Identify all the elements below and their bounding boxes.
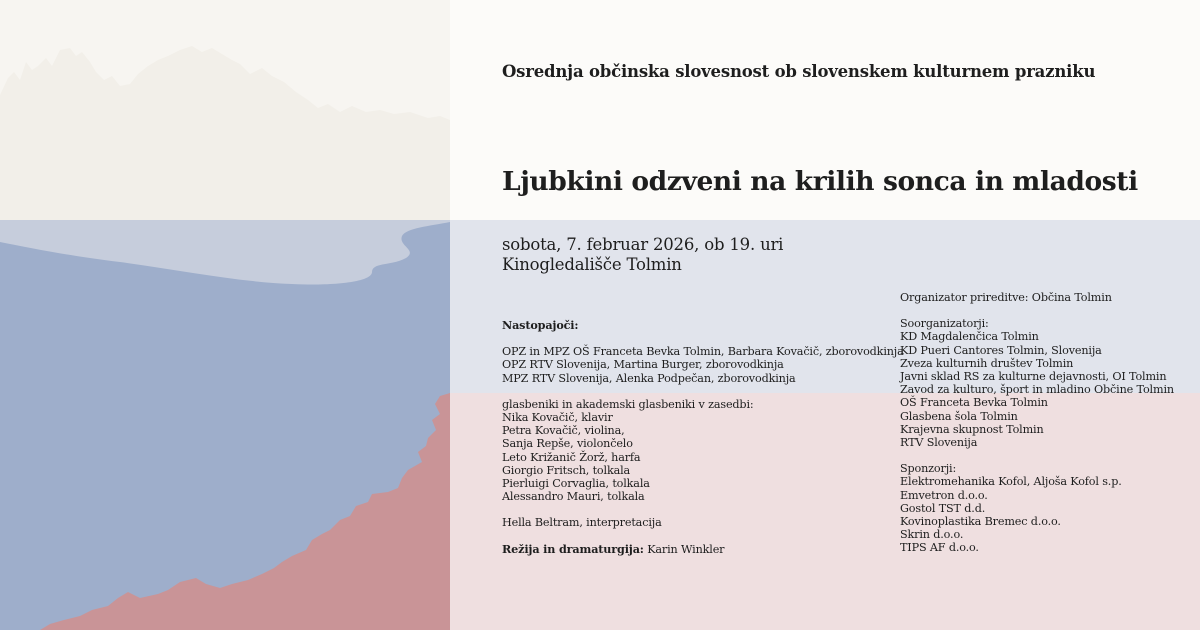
coorganizers-heading: Soorganizatorji:: [900, 317, 989, 331]
event-subtitle: Osrednja občinska slovesnost ob slovenskem kulturnem prazniku: [502, 62, 1096, 81]
sponsor-item: TIPS AF d.o.o.: [900, 541, 979, 555]
musician-item: Pierluigi Corvaglia, tolkala: [502, 477, 650, 491]
musician-item: Sanja Repše, violončelo: [502, 437, 633, 451]
organizer-line: Organizator prireditve: Občina Tolmin: [900, 291, 1112, 304]
performers-heading: Nastopajoči:: [502, 318, 579, 332]
choir-item: OPZ RTV Slovenija, Martina Burger, zborovodkinja: [502, 358, 784, 372]
coorganizer-item: Zavod za kulturo, šport in mladino Občine Tolmin: [900, 383, 1174, 397]
coorganizer-item: KD Magdalenčica Tolmin: [900, 330, 1039, 344]
sponsor-item: Gostol TST d.d.: [900, 501, 986, 515]
coorganizer-item: RTV Slovenija: [900, 436, 978, 450]
direction-name: Karin Winkler: [647, 542, 725, 556]
musician-item: Giorgio Fritsch, tolkala: [502, 463, 631, 477]
event-date: sobota, 7. februar 2026, ob 19. uri: [502, 235, 784, 254]
coorganizer-item: KD Pueri Cantores Tolmin, Slovenija: [900, 343, 1102, 357]
landscape-illustration: [0, 0, 450, 630]
direction-label: Režija in dramaturgija:: [502, 541, 644, 556]
coorganizer-item: Javni sklad RS za kulturne dejavnosti, OI Tolmin: [900, 370, 1167, 384]
musician-item: Alessandro Mauri, tolkala: [502, 490, 645, 504]
coorganizer-item: Krajevna skupnost Tolmin: [900, 422, 1044, 436]
interpretation-credit: Hella Beltram, interpretacija: [502, 516, 662, 530]
coorganizer-item: Zveza kulturnih društev Tolmin: [900, 356, 1074, 370]
sponsor-item: Kovinoplastika Bremec d.o.o.: [900, 515, 1061, 529]
performers-section: [502, 319, 904, 556]
organizers-section: [900, 291, 1174, 555]
coorganizer-item: Glasbena šola Tolmin: [900, 409, 1018, 423]
sponsor-item: Skrin d.o.o.: [900, 528, 964, 542]
event-title: Ljubkini odzveni na krilih sonca in mladosti: [502, 166, 1138, 197]
musician-item: Petra Kovačič, violina,: [502, 424, 625, 438]
choir-item: OPZ in MPZ OŠ Franceta Bevka Tolmin, Barbara Kovačič, zborovodkinja: [502, 345, 904, 359]
coorganizer-item: OŠ Franceta Bevka Tolmin: [900, 396, 1048, 410]
direction-credit: [502, 543, 904, 556]
sponsor-item: Elektromehanika Kofol, Aljoša Kofol s.p.: [900, 475, 1122, 489]
sponsors-heading: Sponzorji:: [900, 462, 957, 476]
choir-item: MPZ RTV Slovenija, Alenka Podpečan, zborovodkinja: [502, 371, 796, 385]
musician-item: Leto Križanič Žorž, harfa: [502, 450, 641, 464]
sponsor-item: Emvetron d.o.o.: [900, 488, 988, 502]
musicians-heading: glasbeniki in akademski glasbeniki v zasedbi:: [502, 397, 754, 411]
musician-item: Nika Kovačič, klavir: [502, 411, 613, 425]
event-date-venue: [502, 235, 783, 275]
event-venue: Kinogledališče Tolmin: [502, 255, 682, 274]
